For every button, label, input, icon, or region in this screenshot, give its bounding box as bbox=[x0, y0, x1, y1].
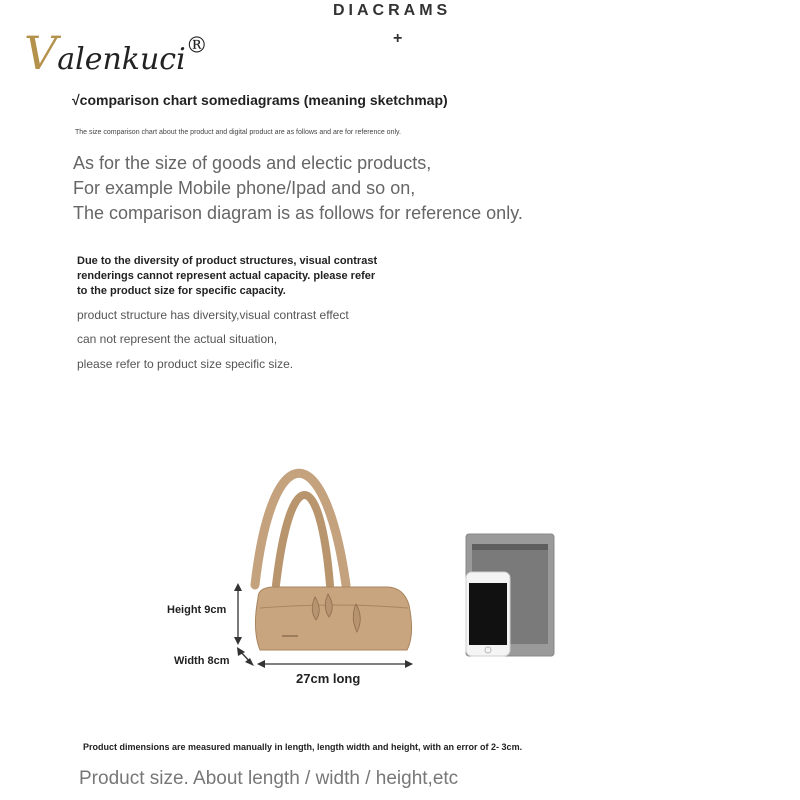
header-title: DIACRAMS bbox=[333, 2, 452, 19]
handbag-illustration bbox=[160, 440, 430, 690]
disclaimer-line: can not represent the actual situation, bbox=[77, 332, 278, 346]
plus-icon: + bbox=[393, 30, 403, 47]
intro-line: As for the size of goods and electic products, bbox=[73, 153, 432, 173]
reference-note: The size comparison chart about the product and digital product are as follows and are for reference only. bbox=[75, 129, 401, 136]
brand-logo bbox=[24, 26, 208, 80]
logo-text: alenkuci bbox=[57, 42, 186, 77]
disclaimer-bold-line: to the product size for specific capacity. bbox=[77, 285, 286, 297]
intro-line: The comparison diagram is as follows for reference only. bbox=[73, 203, 523, 223]
phone-screen bbox=[469, 583, 507, 645]
disclaimer-line: product structure has diversity,visual contrast effect bbox=[77, 308, 349, 322]
product-size-heading: Product size. About length / width / height,etc bbox=[79, 768, 459, 789]
length-label: 27cm long bbox=[296, 671, 361, 686]
page-subtitle: √comparison chart somediagrams (meaning sketchmap) bbox=[72, 92, 448, 108]
disclaimer-line: please refer to product size specific size. bbox=[77, 357, 294, 371]
disclaimer-bold-line: Due to the diversity of product structures, visual contrast bbox=[77, 255, 378, 267]
registered-mark: ® bbox=[185, 33, 208, 59]
intro-line: For example Mobile phone/Ipad and so on, bbox=[73, 178, 416, 198]
disclaimer-bold-line: renderings cannot represent actual capacity. please refer bbox=[77, 270, 376, 282]
tablet-phone-illustration bbox=[462, 532, 558, 658]
bag-handle-inner bbox=[276, 495, 330, 585]
height-label: Height 9cm bbox=[167, 604, 227, 616]
width-label: Width 8cm bbox=[174, 655, 230, 667]
measurement-footnote: Product dimensions are measured manually in length, length width and height, with an error of 2- 3cm. bbox=[83, 742, 523, 752]
logo-initial: V bbox=[24, 26, 58, 80]
